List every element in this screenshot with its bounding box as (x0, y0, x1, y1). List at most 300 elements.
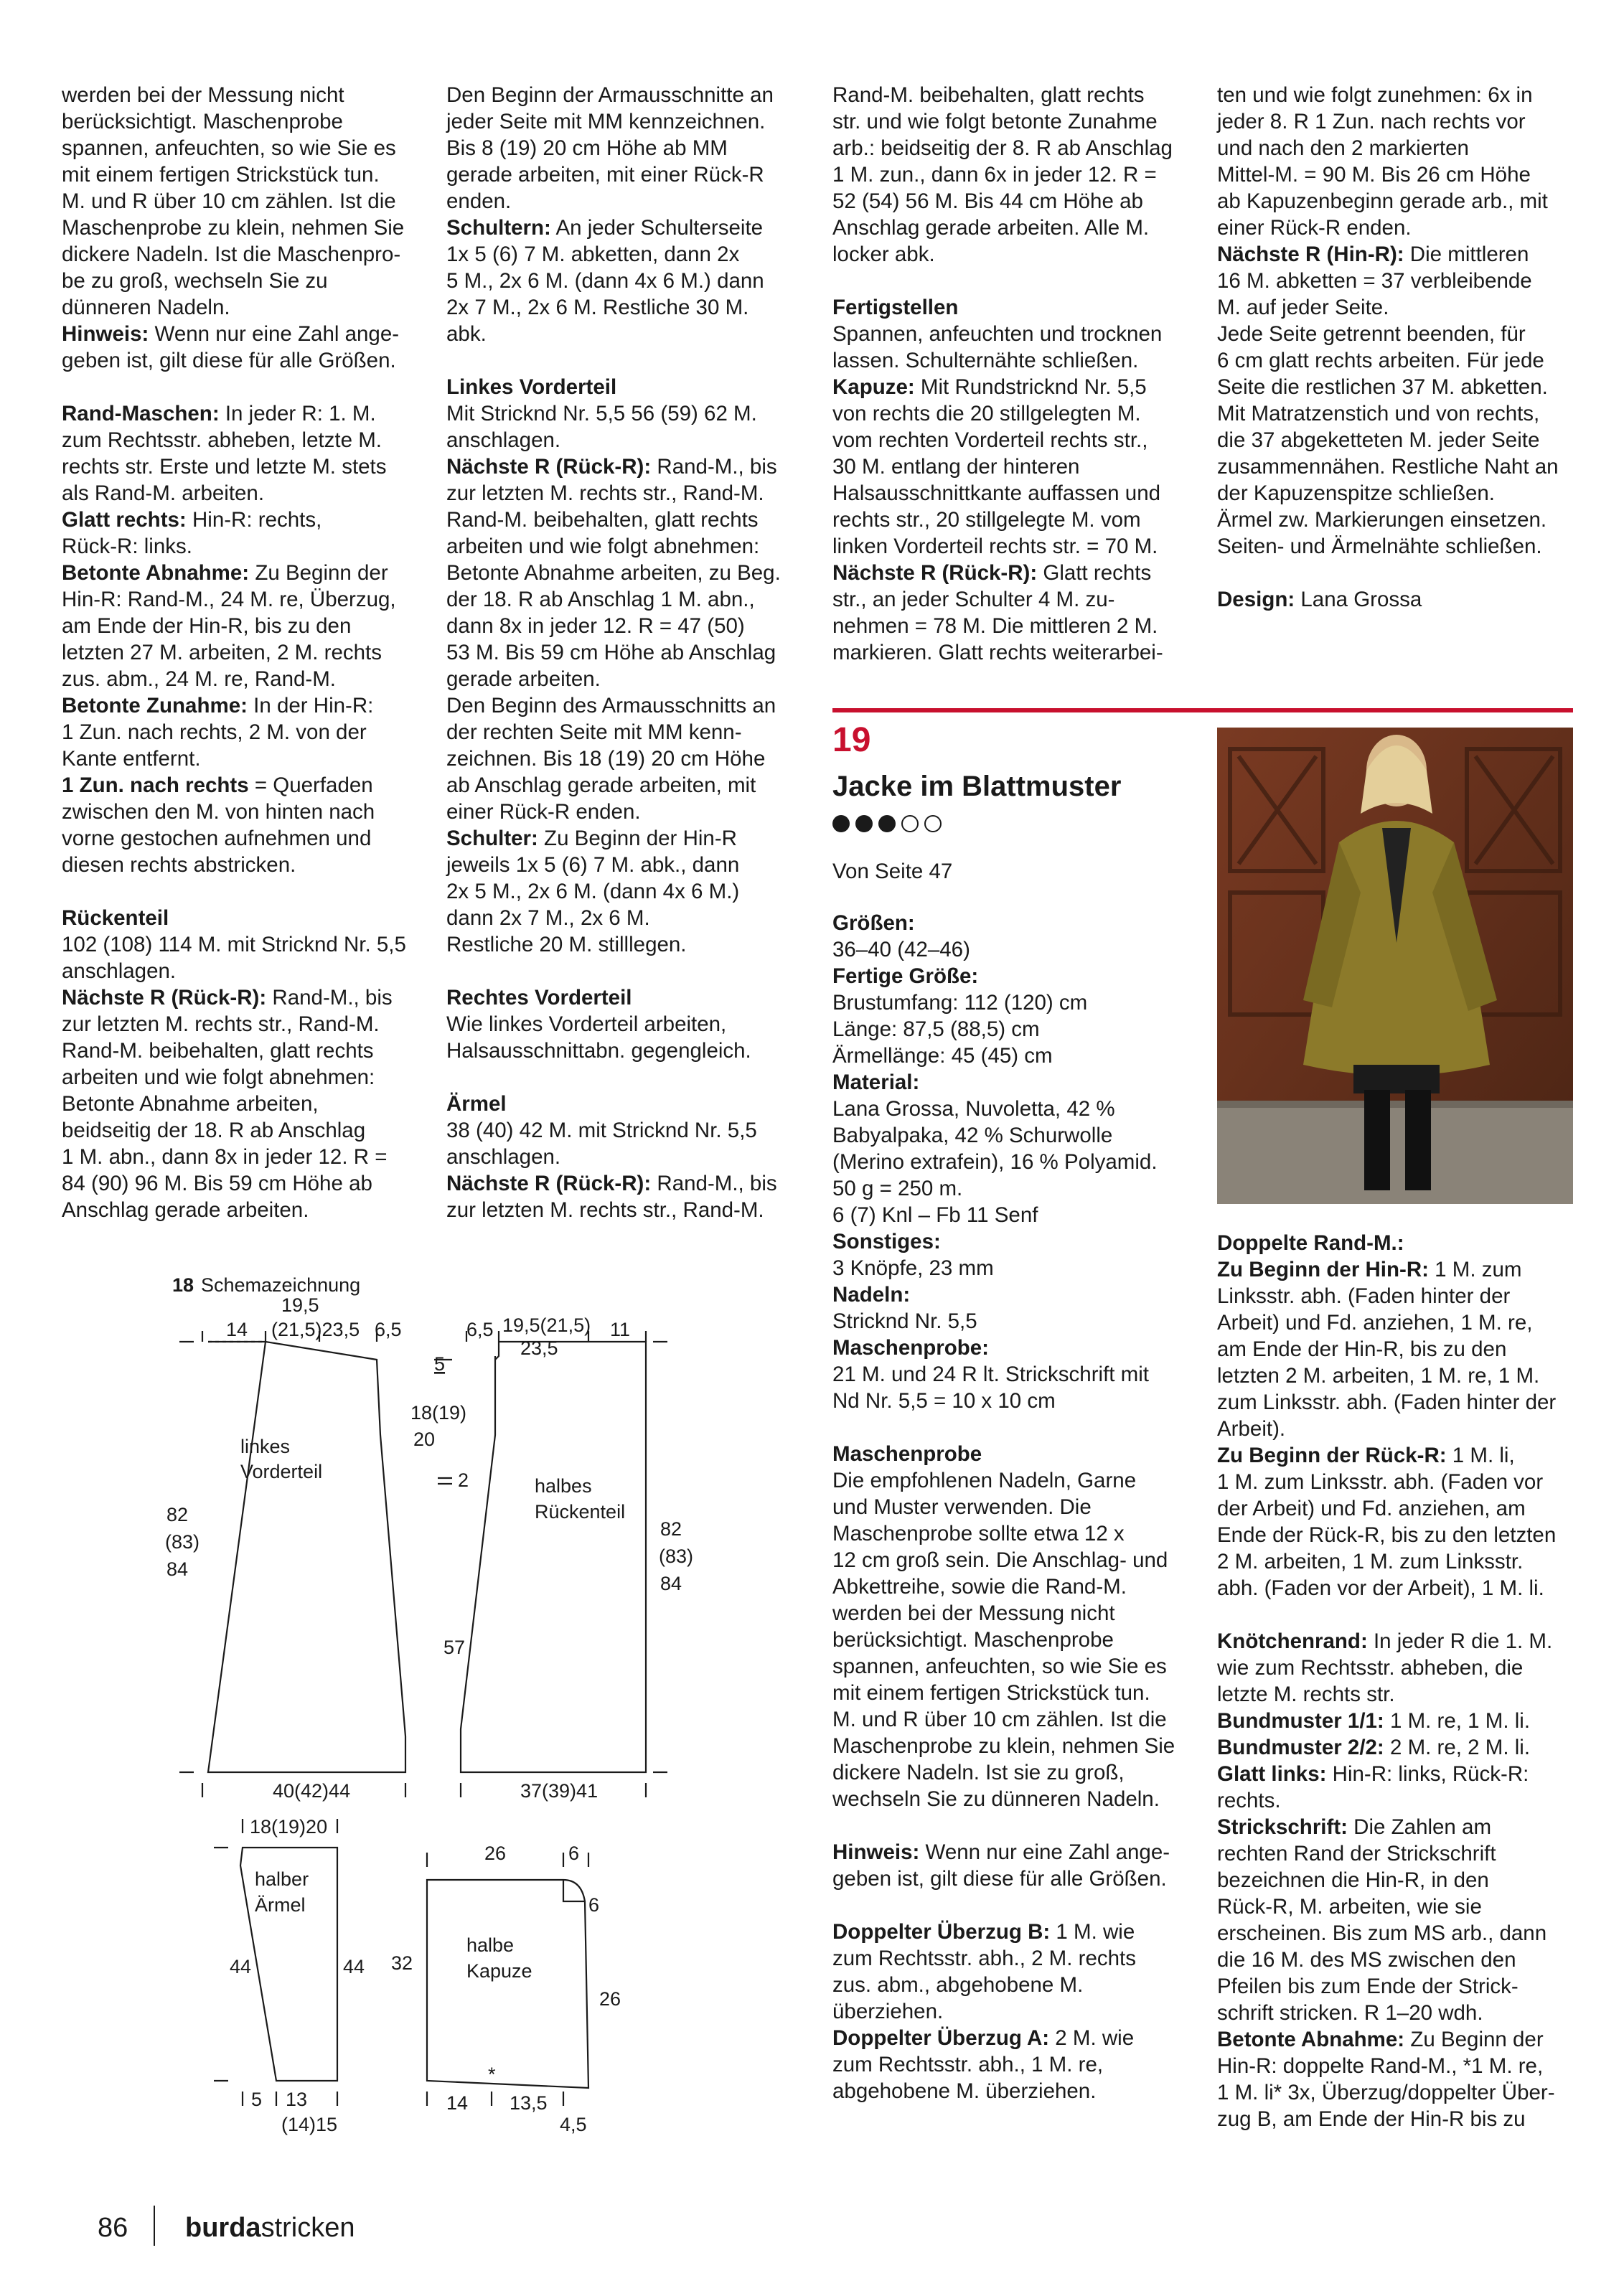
paragraph-gap (62, 374, 421, 400)
line-text: Maschenprobe sollte etwa 12 x (832, 1522, 1125, 1545)
line-text: str. und wie folgt betonte Zunahme (832, 110, 1158, 133)
pattern-number: 19 (832, 721, 871, 759)
text-line (62, 1144, 421, 1170)
line-text: Restliche 20 M. stilllegen. (446, 933, 687, 956)
line-text: Rück-R, M. arbeiten, wie sie (1217, 1895, 1482, 1919)
line-text: anschlagen. (446, 428, 561, 452)
text-column-3 (832, 82, 1191, 666)
line-text: str., an jeder Schulter 4 M. zu- (832, 588, 1115, 611)
text-line (832, 1149, 1191, 1175)
front-height-c: 84 (166, 1558, 189, 1580)
line-text: spannen, anfeuchten, so wie Sie es (832, 1655, 1167, 1678)
bold-term: Bundmuster 1/1: (1217, 1709, 1384, 1733)
line-text: gerade arbeiten, mit einer Rück-R (446, 163, 764, 187)
line-text: Die mittleren (1404, 243, 1529, 266)
line-text: schrift stricken. R 1–20 wdh. (1217, 2001, 1483, 2025)
paragraph-gap (832, 1812, 1191, 1839)
text-line (62, 958, 421, 984)
paragraph-gap (446, 958, 805, 984)
text-line (832, 2025, 1191, 2051)
line-text: mit einem fertigen Strickstück tun. (832, 1681, 1150, 1705)
line-text: zeichnen. Bis 18 (19) 20 cm Höhe (446, 747, 766, 771)
text-line (832, 989, 1191, 1016)
text-line (832, 453, 1191, 480)
line-text: 36–40 (42–46) (832, 938, 970, 961)
text-line (446, 82, 805, 108)
line-text: arbeiten und wie folgt abnehmen: (62, 1065, 375, 1089)
text-line (1217, 1336, 1576, 1363)
paragraph-gap (446, 347, 805, 374)
line-text: dickere Nadeln. Ist die Maschenpro- (62, 243, 401, 266)
text-line (832, 560, 1191, 586)
text-line (832, 321, 1191, 347)
text-line (62, 188, 421, 215)
line-text: jeweils 1x 5 (6) 7 M. abk., dann (446, 853, 740, 877)
text-line (446, 1117, 805, 1144)
text-line (446, 586, 805, 613)
line-text: 1 M. abn., dann 8x in jeder 12. R = (62, 1145, 388, 1169)
text-line (62, 745, 421, 772)
text-line (832, 347, 1191, 374)
text-line (446, 1038, 805, 1064)
bold-term: Ärmel (446, 1092, 507, 1116)
paragraph-gap (832, 1414, 1191, 1441)
text-line (446, 108, 805, 135)
text-line (62, 666, 421, 692)
line-text: Ende der Rück-R, bis zu den letzten (1217, 1523, 1557, 1547)
bold-term: Größen: (832, 911, 915, 935)
line-text: Pfeilen bis zum Ende der Strick- (1217, 1975, 1519, 1998)
text-column-2 (446, 82, 805, 1223)
hood-bottom-mid: 13,5 (510, 2092, 548, 2114)
line-text: werden bei der Messung nicht (832, 1601, 1115, 1625)
bold-term: Strickschrift: (1217, 1815, 1348, 1839)
bold-term: Betonte Abnahme: (62, 561, 250, 585)
text-line (832, 1016, 1191, 1043)
text-line (1217, 108, 1576, 135)
text-line (62, 639, 421, 666)
text-line (62, 215, 421, 241)
text-line (1217, 453, 1576, 480)
line-text: 38 (40) 42 M. mit Stricknd Nr. 5,5 (446, 1119, 757, 1142)
text-line (832, 1361, 1191, 1388)
back-neck: 5 (434, 1353, 446, 1375)
text-line (1217, 1814, 1576, 1840)
line-text: geben ist, gilt diese für alle Größen. (832, 1867, 1167, 1891)
magazine-brand (185, 2211, 355, 2244)
line-text: 1 M. zum (1428, 1258, 1522, 1281)
text-line (1217, 1469, 1576, 1495)
text-line (62, 692, 421, 719)
bold-term: Linkes Vorderteil (446, 375, 617, 399)
line-text: zus. abm., 24 M. re, Rand-M. (62, 667, 336, 691)
line-text: Ärmel zw. Markierungen einsetzen. (1217, 508, 1547, 532)
line-text: 84 (90) 96 M. Bis 59 cm Höhe ab (62, 1172, 372, 1195)
line-text: zusammennähen. Restliche Naht an (1217, 455, 1559, 479)
line-text: Brustumfang: 112 (120) cm (832, 991, 1088, 1015)
text-line (446, 400, 805, 427)
line-text: Rück-R: links. (62, 535, 192, 558)
text-line (62, 931, 421, 958)
text-line (446, 984, 805, 1011)
line-text: diesen rechts abstricken. (62, 853, 296, 877)
line-text: überziehen. (832, 2000, 944, 2023)
line-text: nehmen = 78 M. Die mittleren 2 M. (832, 614, 1158, 638)
front-top-mid-b: (21,5)23,5 (271, 1319, 360, 1340)
diagram-number: 18 (172, 1274, 194, 1296)
text-line (1217, 268, 1576, 294)
bold-term: Nadeln: (832, 1283, 911, 1307)
text-line (1217, 1230, 1576, 1256)
text-line (1217, 400, 1576, 427)
text-line (1217, 1416, 1576, 1442)
text-line (1217, 1522, 1576, 1548)
text-line (1217, 82, 1576, 108)
text-line (62, 507, 421, 533)
line-text: mit einem fertigen Strickstück tun. (62, 163, 380, 187)
line-text: Zu Beginn der (1404, 2028, 1544, 2051)
line-text: Rand-M., bis (651, 455, 777, 479)
text-line (62, 984, 421, 1011)
text-line (62, 533, 421, 560)
text-line (1217, 480, 1576, 507)
text-line (446, 453, 805, 480)
text-line (832, 507, 1191, 533)
line-text: Maschenprobe zu klein, nehmen Sie (832, 1734, 1175, 1758)
text-line (832, 294, 1191, 321)
jacket-photo (1217, 728, 1573, 1204)
line-text: abh. (Faden vor der Arbeit), 1 M. li. (1217, 1576, 1544, 1600)
line-text: In jeder R die 1. M. (1367, 1629, 1553, 1653)
text-line (832, 1096, 1191, 1122)
line-text: Rand-M. beibehalten, glatt rechts (832, 83, 1145, 107)
hood-right: 26 (599, 1988, 621, 2010)
text-line (832, 1706, 1191, 1733)
line-text: zur letzten M. rechts str., Rand-M. (62, 1012, 380, 1036)
text-line (832, 1759, 1191, 1786)
text-line (832, 1972, 1191, 1998)
bold-term: Zu Beginn der Hin-R: (1217, 1258, 1429, 1281)
line-text: locker abk. (832, 243, 935, 266)
line-text: Den Beginn der Armausschnitte an (446, 83, 774, 107)
text-line (1217, 1893, 1576, 1920)
text-line (832, 613, 1191, 639)
bold-term: Hinweis: (832, 1840, 920, 1864)
difficulty-dot-empty (924, 815, 942, 832)
line-text: zur letzten M. rechts str., Rand-M. (446, 481, 764, 505)
line-text: 102 (108) 114 M. mit Stricknd Nr. 5,5 (62, 933, 406, 956)
text-line (1217, 1655, 1576, 1681)
text-line (62, 1091, 421, 1117)
back-dimension-lines (434, 1331, 667, 1797)
line-text: Lana Grossa, Nuvoletta, 42 % (832, 1097, 1115, 1121)
text-line (832, 188, 1191, 215)
text-line (832, 108, 1191, 135)
back-arm-a: 18(19) (410, 1402, 467, 1424)
text-line (1217, 215, 1576, 241)
line-text: Kante entfernt. (62, 747, 201, 771)
line-text: anschlagen. (446, 1145, 561, 1169)
line-text: 1 M. re, 1 M. li. (1384, 1709, 1531, 1733)
text-line (62, 719, 421, 745)
line-text: zug B, am Ende der Hin-R bis zu (1217, 2107, 1526, 2131)
line-text: 53 M. Bis 59 cm Höhe ab Anschlag (446, 641, 776, 664)
front-top-mid-a: 19,5 (281, 1294, 319, 1316)
text-line (832, 1573, 1191, 1600)
text-line (62, 905, 421, 931)
sleeve-name-1: halber (255, 1868, 309, 1890)
line-text: Arbeit). (1217, 1417, 1286, 1441)
text-line (446, 1091, 805, 1117)
text-line (62, 1011, 421, 1038)
back-arm-b: 20 (413, 1429, 436, 1450)
text-line (62, 586, 421, 613)
sleeve-bottom-mid: 13 (286, 2089, 308, 2110)
bold-term: Schultern: (446, 216, 551, 240)
paragraph-gap (1217, 1601, 1576, 1628)
text-line (62, 1197, 421, 1223)
difficulty-rating (832, 815, 942, 832)
text-line (446, 188, 805, 215)
text-line (1217, 1256, 1576, 1283)
text-column-1 (62, 82, 421, 1223)
text-line (446, 268, 805, 294)
front-name-1: linkes (240, 1436, 291, 1457)
line-text: 1 M. li* 3x, Überzug/doppelter Über- (1217, 2081, 1555, 2104)
text-line (62, 560, 421, 586)
text-line (1217, 1787, 1576, 1814)
bold-term: Fertige Größe: (832, 964, 979, 988)
back-name-1: halbes (535, 1475, 592, 1497)
text-line (1217, 2106, 1576, 2132)
line-text: die 37 abgeketteten M. jeder Seite (1217, 428, 1540, 452)
text-line (62, 799, 421, 825)
line-text: einer Rück-R enden. (446, 800, 641, 824)
line-text: = Querfaden (248, 773, 373, 797)
text-line (62, 268, 421, 294)
back-top-mid-a: 19,5(21,5) (502, 1314, 591, 1336)
line-text: Seiten- und Ärmelnähte schließen. (1217, 535, 1542, 558)
text-line (446, 799, 805, 825)
line-text: anschlagen. (62, 959, 177, 983)
line-text: 2 M. wie (1049, 2026, 1135, 2050)
bold-term: Nächste R (Rück-R): (446, 1172, 652, 1195)
line-text: Rand-M., bis (266, 986, 393, 1010)
line-text: Hin-R: Rand-M., 24 M. re, Überzug, (62, 588, 396, 611)
back-piece-outline (461, 1342, 646, 1772)
line-text: Rand-M. beibehalten, glatt rechts (446, 508, 759, 532)
hood-name-2: Kapuze (466, 1960, 532, 1982)
line-text: bezeichnen die Hin-R, in den (1217, 1868, 1489, 1892)
text-line (446, 427, 805, 453)
text-line (832, 2078, 1191, 2104)
bold-term: Nächste R (Rück-R): (62, 986, 267, 1010)
paragraph-gap (62, 878, 421, 905)
text-line (832, 1653, 1191, 1680)
text-line (62, 1038, 421, 1064)
text-line (832, 241, 1191, 268)
text-line (62, 1117, 421, 1144)
schematic-diagram (158, 1263, 703, 2145)
text-line (1217, 188, 1576, 215)
hood-top: 26 (484, 1843, 507, 1864)
line-text: erscheinen. Bis zum MS arb., dann (1217, 1921, 1547, 1945)
line-text: der 18. R ab Anschlag 1 M. abn., (446, 588, 755, 611)
text-line (832, 1627, 1191, 1653)
line-text: Bis 8 (19) 20 cm Höhe ab MM (446, 136, 728, 160)
bold-term: Kapuze: (832, 375, 915, 399)
text-line (1217, 2053, 1576, 2079)
line-text: 2 M. re, 2 M. li. (1384, 1736, 1531, 1759)
text-line (832, 374, 1191, 400)
line-text: 2 M. arbeiten, 1 M. zum Linksstr. (1217, 1550, 1524, 1573)
bold-term: Maschenprobe: (832, 1336, 990, 1360)
hood-outline (427, 1880, 588, 2088)
bold-term: Nächste R (Rück-R): (832, 561, 1038, 585)
text-line (446, 905, 805, 931)
bold-term: Zu Beginn der Rück-R: (1217, 1444, 1447, 1467)
line-text: dünneren Nadeln. (62, 296, 230, 319)
text-line (446, 931, 805, 958)
line-text: geben ist, gilt diese für alle Größen. (62, 349, 396, 372)
line-text: arb.: beidseitig der 8. R ab Anschlag (832, 136, 1173, 160)
line-text: 12 cm groß sein. Die Anschlag- und (832, 1548, 1168, 1572)
back-mark: 2 (458, 1469, 469, 1491)
bold-term: Betonte Abnahme: (1217, 2028, 1405, 2051)
line-text: letzten 2 M. arbeiten, 1 M. re, 1 M. (1217, 1364, 1540, 1388)
line-text: beidseitig der 18. R ab Anschlag (62, 1119, 366, 1142)
front-bottom: 40(42)44 (273, 1780, 351, 1802)
text-line (832, 1069, 1191, 1096)
bold-term: Schulter: (446, 827, 538, 850)
back-bottom: 37(39)41 (520, 1780, 599, 1802)
text-line (446, 1170, 805, 1197)
sleeve-name-2: Ärmel (255, 1894, 306, 1916)
text-line (1217, 241, 1576, 268)
line-text: jeder 8. R 1 Zun. nach rechts vor (1217, 110, 1526, 133)
back-name-2: Rückenteil (535, 1501, 626, 1523)
line-text: 21 M. und 24 R lt. Strickschrift mit (832, 1363, 1149, 1386)
text-line (832, 1255, 1191, 1281)
text-line (62, 825, 421, 852)
line-text: ab Kapuzenbeginn gerade arb., mit (1217, 189, 1548, 213)
text-line (1217, 1575, 1576, 1601)
hood-star: * (488, 2064, 496, 2085)
text-line (446, 135, 805, 161)
text-line (1217, 161, 1576, 188)
text-line (1217, 294, 1576, 321)
text-line (446, 480, 805, 507)
text-line (1217, 1734, 1576, 1761)
bold-term: Design: (1217, 588, 1295, 611)
text-line (1217, 1947, 1576, 1973)
sleeve-bottom-sub: (14)15 (281, 2114, 338, 2135)
brand-rest: stricken (261, 2213, 355, 2243)
line-text: der Arbeit) und Fd. anziehen, am (1217, 1497, 1526, 1520)
line-text: (Merino extrafein), 16 % Polyamid. (832, 1150, 1158, 1174)
line-text: Linksstr. abh. (Faden hinter der (1217, 1284, 1511, 1308)
text-line (1217, 586, 1576, 613)
text-line (1217, 2026, 1576, 2053)
text-line (446, 1144, 805, 1170)
text-line (1217, 1442, 1576, 1469)
text-line (62, 613, 421, 639)
text-line (62, 1170, 421, 1197)
text-line (832, 1520, 1191, 1547)
text-line (446, 533, 805, 560)
line-text: abk. (446, 322, 487, 346)
text-line (446, 507, 805, 533)
line-text: In der Hin-R: (247, 694, 374, 718)
text-line (832, 1680, 1191, 1706)
line-text: jeder Seite mit MM kennzeichnen. (446, 110, 766, 133)
line-text: Nd Nr. 5,5 = 10 x 10 cm (832, 1389, 1056, 1413)
hood-bottom-left: 14 (446, 2092, 469, 2114)
section-divider (832, 708, 1573, 712)
text-line (1217, 427, 1576, 453)
line-text: Wenn nur eine Zahl ange- (919, 1840, 1170, 1864)
back-height-c: 84 (660, 1573, 682, 1594)
line-text: letzten 27 M. arbeiten, 2 M. rechts (62, 641, 382, 664)
text-line (1217, 533, 1576, 560)
line-text: vorne gestochen aufnehmen und (62, 827, 372, 850)
line-text: als Rand-M. arbeiten. (62, 481, 265, 505)
from-page-reference: Von Seite 47 (832, 860, 953, 883)
line-text: Betonte Abnahme arbeiten, (62, 1092, 319, 1116)
bold-term: Sonstiges: (832, 1230, 941, 1253)
text-line (832, 480, 1191, 507)
paragraph-gap (1217, 560, 1576, 586)
text-line (1217, 507, 1576, 533)
text-line (832, 1043, 1191, 1069)
line-text: dann 8x in jeder 12. R = 47 (50) (446, 614, 745, 638)
text-line (62, 82, 421, 108)
line-text: rechten Rand der Strickschrift (1217, 1842, 1496, 1866)
line-text: Betonte Abnahme arbeiten, zu Beg. (446, 561, 781, 585)
text-line (62, 321, 421, 347)
line-text: Jede Seite getrennt beenden, für (1217, 322, 1526, 346)
line-text: 1 M. zum Linksstr. abh. (Faden vor (1217, 1470, 1544, 1494)
line-text: Abkettreihe, sowie die Rand-M. (832, 1575, 1127, 1599)
text-line (446, 719, 805, 745)
difficulty-dot-filled (855, 815, 873, 832)
bold-term: Hinweis: (62, 322, 149, 346)
text-line (832, 1547, 1191, 1573)
text-line (832, 533, 1191, 560)
text-line (446, 161, 805, 188)
back-top-mid-b: 23,5 (520, 1337, 558, 1359)
text-line (446, 639, 805, 666)
text-line (446, 825, 805, 852)
text-line (446, 852, 805, 878)
hood-left: 32 (391, 1952, 413, 1974)
line-text: zum Rechtsstr. abheben, letzte M. (62, 428, 382, 452)
line-text: dickere Nadeln. Ist sie zu groß, (832, 1761, 1125, 1784)
line-text: Anschlag gerade arbeiten. (62, 1198, 309, 1222)
line-text: Lana Grossa (1295, 588, 1422, 611)
text-line (62, 135, 421, 161)
text-line (446, 1011, 805, 1038)
line-text: 6 (7) Knl – Fb 11 Senf (832, 1203, 1038, 1227)
line-text: Halsausschnittabn. gegengleich. (446, 1039, 751, 1063)
bold-term: Fertigstellen (832, 296, 959, 319)
sleeve-top: 18(19)20 (250, 1816, 328, 1838)
text-line (832, 963, 1191, 989)
bold-term: Maschenprobe (832, 1442, 982, 1466)
footer-divider (154, 2206, 155, 2246)
text-line (446, 745, 805, 772)
text-line (832, 1839, 1191, 1866)
